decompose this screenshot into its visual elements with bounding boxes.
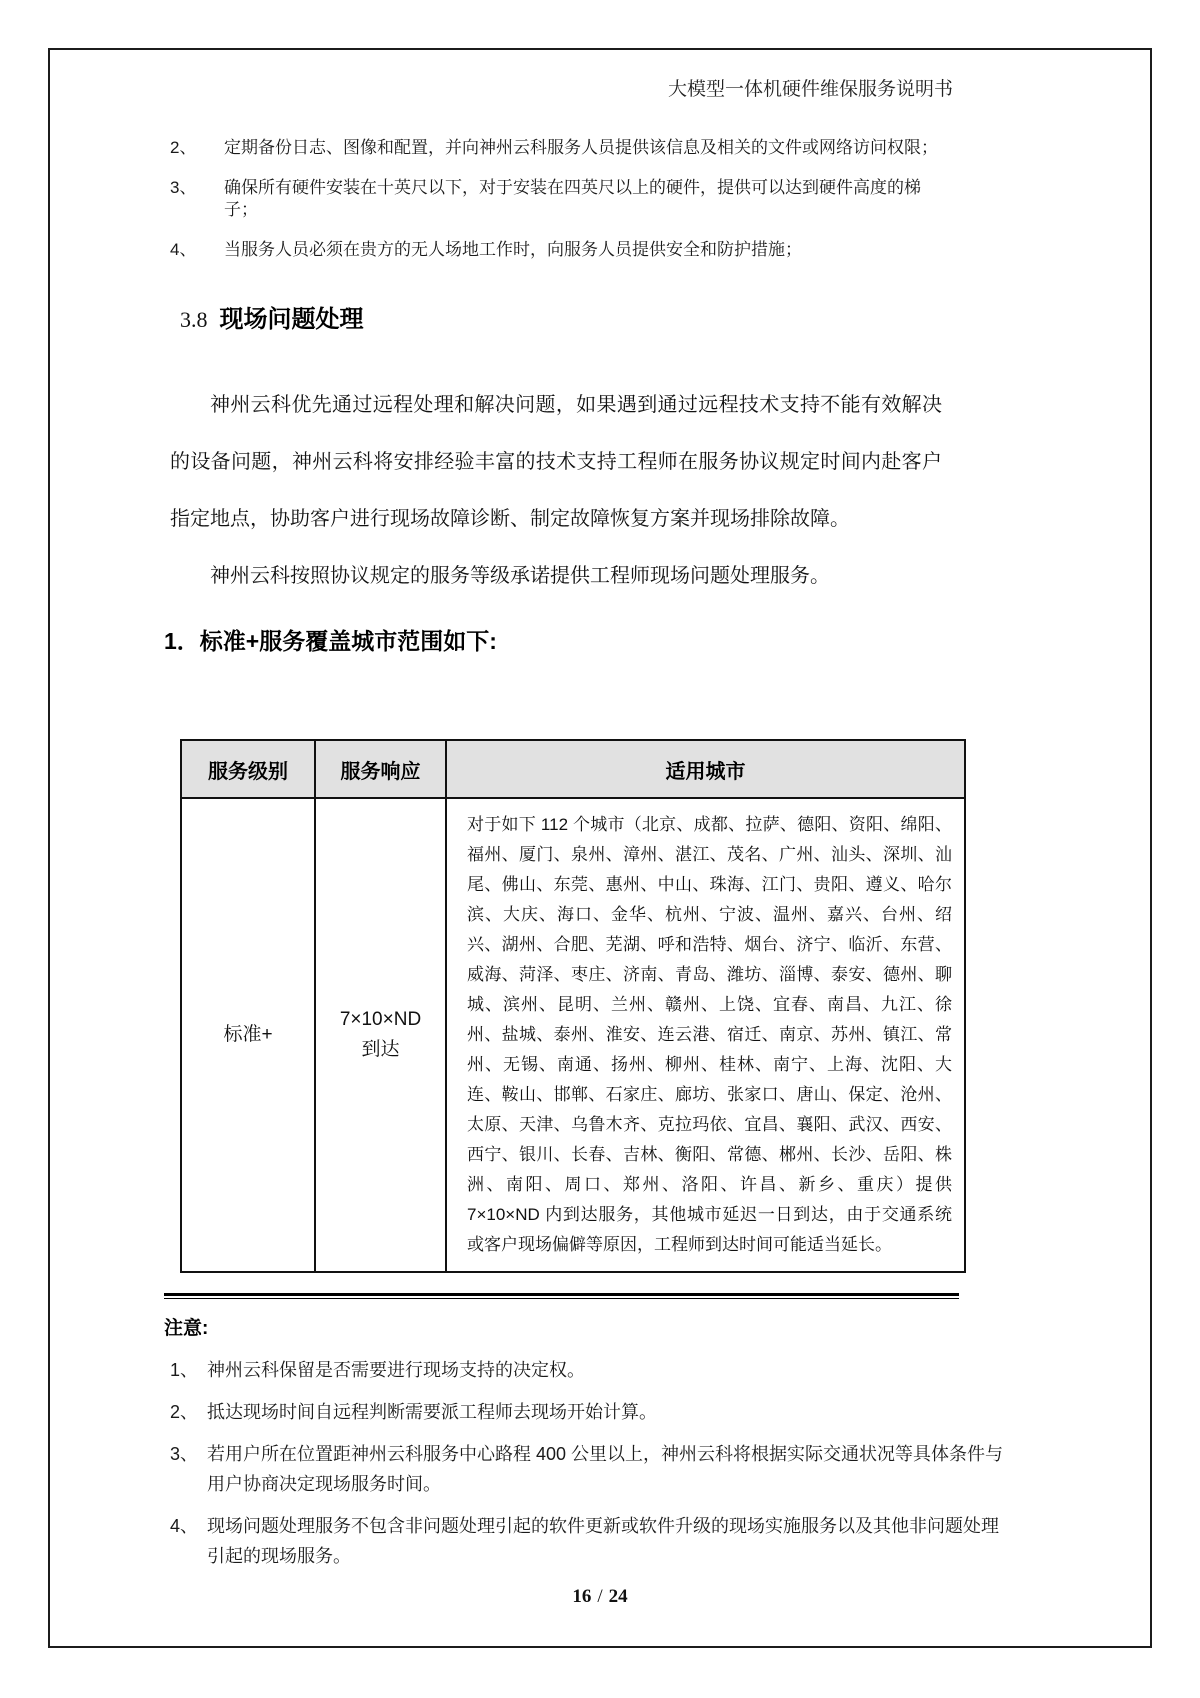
document-header xyxy=(50,78,1150,101)
note-text: 抵达现场时间自远程判断需要派工程师去现场开始计算。 xyxy=(207,1402,657,1422)
note-number: 3、 xyxy=(170,1444,199,1464)
column-header-applicable-cities: 适用城市 xyxy=(446,740,965,798)
section-heading xyxy=(180,305,1150,338)
list-item-number: 2、 xyxy=(170,138,197,157)
service-coverage-table xyxy=(180,739,966,1273)
note-item xyxy=(170,1439,1015,1499)
horizontal-rule xyxy=(164,1293,959,1299)
cell-service-response xyxy=(315,798,446,1272)
response-line-1: 7×10×ND xyxy=(339,1009,422,1030)
notes-list xyxy=(170,1355,1015,1583)
list-item-text: 定期备份日志、图像和配置，并向神州云科服务人员提供该信息及相关的文件或网络访问权限； xyxy=(224,138,938,157)
list-item-text: 当服务人员必须在贵方的无人场地工作时，向服务人员提供安全和防护措施； xyxy=(224,240,802,259)
list-item-text: 确保所有硬件安装在十英尺以下，对于安装在四英尺以上的硬件，提供可以达到硬件高度的梯子； xyxy=(224,178,921,219)
note-item xyxy=(170,1397,1015,1427)
notes-heading: 注意: xyxy=(164,1318,209,1339)
column-header-service-response: 服务响应 xyxy=(315,740,446,798)
list-item-number: 4、 xyxy=(170,240,197,259)
list-item-number: 3、 xyxy=(170,178,197,197)
note-number: 1、 xyxy=(170,1360,199,1380)
prerequisite-list xyxy=(170,137,950,279)
header-title: 大模型一体机硬件维保服务说明书 xyxy=(667,79,953,100)
cell-service-level: 标准+ xyxy=(181,798,315,1272)
column-header-service-level: 服务级别 xyxy=(181,740,315,798)
response-line-2: 到达 xyxy=(361,1039,400,1060)
note-item xyxy=(170,1355,1015,1385)
body-paragraph: 神州云科按照协议规定的服务等级承诺提供工程师现场问题处理服务。 xyxy=(210,565,830,587)
note-item xyxy=(170,1511,1015,1571)
note-text: 神州云科保留是否需要进行现场支持的决定权。 xyxy=(207,1360,585,1380)
section-number: 3.8 xyxy=(180,307,208,332)
page-border xyxy=(48,48,1152,1648)
note-number: 4、 xyxy=(170,1516,199,1536)
section-title: 现场问题处理 xyxy=(219,306,364,333)
page-number xyxy=(50,1586,1150,1608)
note-number: 2、 xyxy=(170,1402,199,1422)
page-current: 16 xyxy=(572,1586,592,1607)
note-text: 现场问题处理服务不包含非问题处理引起的软件更新或软件升级的现场实施服务以及其他非问题处理引起的现场服务。 xyxy=(207,1516,999,1566)
list-item xyxy=(170,177,950,221)
table-header-row xyxy=(181,740,965,798)
cell-applicable-cities: 对于如下 112 个城市（北京、成都、拉萨、德阳、资阳、绵阳、福州、厦门、泉州、漳州、湛江、茂名、广州、汕头、深圳、汕尾、佛山、东莞、惠州、中山、珠海、江门、贵阳、遵义、哈尔滨、大庆、海口、金华、杭州、宁波、温州、嘉兴、台州、绍兴、湖州、合肥、芜湖、呼和浩特、烟台、济宁、临沂、东营、威海、菏泽、枣庄、济南、青岛、潍坊、淄博、泰安、德州、聊城、滨州、昆明、兰州、赣州、上饶、宜春、南昌、九江、徐州、盐城、泰州、淮安、连云港、宿迁、南京、苏州、镇江、常州、无锡、南通、扬州、柳州、桂林、南宁、上海、沈阳、大连、鞍山、邯郸、石家庄、廊坊、张家口、唐山、保定、沧州、太原、天津、乌鲁木齐、克拉玛依、宜昌、襄阳、武汉、西安、西宁、银川、长春、吉林、衡阳、常德、郴州、长沙、岳阳、株洲、南阳、周口、郑州、洛阳、许昌、新乡、重庆）提供 7×10×ND 内到达服务，其他城市延迟一日到达，由于交通系统或客户现场偏僻等原因，工程师到达时间可能适当延长。 xyxy=(446,798,965,1272)
body-paragraph: 神州云科优先通过远程处理和解决问题，如果遇到通过远程技术支持不能有效解决的设备问题，神州云科将安排经验丰富的技术支持工程师在服务协议规定时间内赴客户指定地点，协助客户进行现场故障诊断、制定故障恢复方案并现场排除故障。 xyxy=(170,394,942,530)
page-total: 24 xyxy=(608,1586,628,1607)
list-item xyxy=(170,137,950,159)
coverage-subheading: 1．标准+服务覆盖城市范围如下: xyxy=(164,628,497,654)
page-separator: / xyxy=(597,1586,603,1607)
table-row xyxy=(181,798,965,1272)
note-text: 若用户所在位置距神州云科服务中心路程 400 公里以上，神州云科将根据实际交通状况等具体条件与用户协商决定现场服务时间。 xyxy=(207,1444,1004,1494)
list-item xyxy=(170,239,950,261)
